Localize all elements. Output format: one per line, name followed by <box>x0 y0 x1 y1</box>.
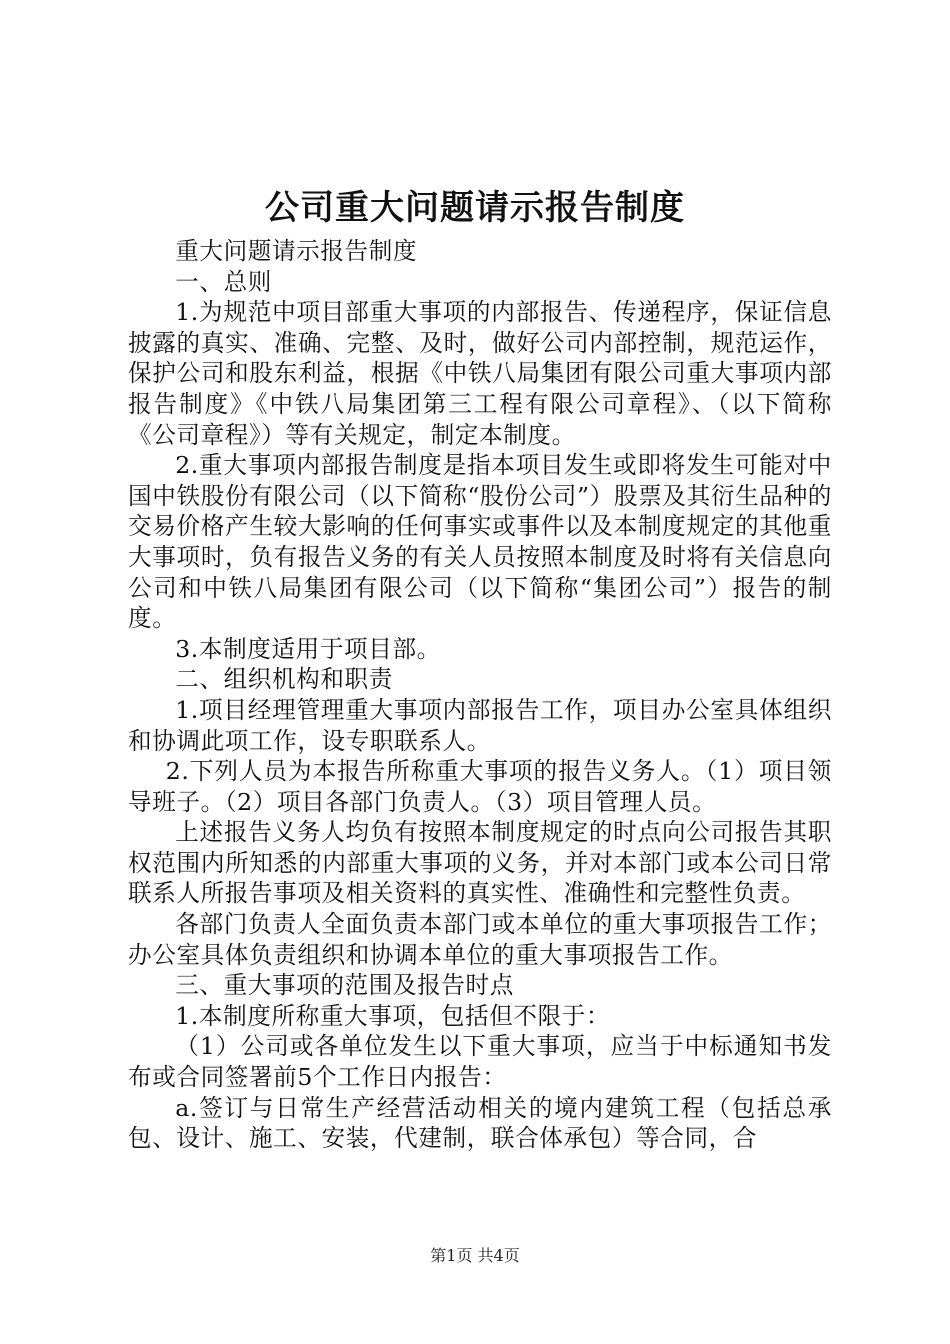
paragraph: 各部门负责人全面负责本部门或本单位的重大事项报告工作；办公室具体负责组织和协调本单位的重大事项报告工作。 <box>128 910 832 969</box>
paragraph: 2.下列人员为本报告所称重大事项的报告义务人。（1）项目领导班子。（2）项目各部门负责人。（3）项目管理人员。 <box>128 757 832 816</box>
paragraph: 3.本制度适用于项目部。 <box>175 634 441 663</box>
paragraph: 2.重大事项内部报告制度是指本项目发生或即将发生可能对中国中铁股份有限公司（以下简称“股份公司”）股票及其衍生品种的交易价格产生较大影响的任何事实或事件以及本制度规定的其他重大事项时，负有报告义务的有关人员按照本制度及时将有关信息向公司和中铁八局集团有限公司（以下简称“集团公司”）报告的制度。 <box>128 451 832 633</box>
paragraph: a.签订与日常生产经营活动相关的境内建筑工程（包括总承包、设计、施工、安装，代建制，联合体承包）等合同，合 <box>128 1093 832 1153</box>
paragraph: 上述报告义务人均负有按照本制度规定的时点向公司报告其职权范围内所知悉的内部重大事项的义务，并对本部门或本公司日常联系人所报告事项及相关资料的真实性、准确性和完整性负责。 <box>128 818 832 908</box>
section-heading-scope: 三、重大事项的范围及报告时点 <box>175 971 514 1000</box>
paragraph: 1.本制度所称重大事项，包括但不限于： <box>175 1001 611 1030</box>
paragraph: （1）公司或各单位发生以下重大事项，应当于中标通知书发布或合同签署前5个工作日内报告： <box>128 1032 832 1092</box>
paragraph: 1.为规范中项目部重大事项的内部报告、传递程序，保证信息披露的真实、准确、完整、及时，做好公司内部控制，规范运作，保护公司和股东利益，根据《中铁八局集团有限公司重大事项内部报告制度》《中铁八局集团第三工程有限公司章程》、（以下简称《公司章程》）等有关规定，制定本制度。 <box>128 298 832 449</box>
paragraph: 1.项目经理管理重大事项内部报告工作，项目办公室具体组织和协调此项工作，设专职联系人。 <box>128 695 832 755</box>
document-title: 公司重大问题请示报告制度 <box>265 188 685 228</box>
section-heading-general: 一、总则 <box>175 267 272 296</box>
section-heading-organization: 二、组织机构和职责 <box>175 665 393 694</box>
document-body <box>128 236 832 1154</box>
paragraph-subtitle: 重大问题请示报告制度 <box>175 237 418 265</box>
page-number: 第1页 共4页 <box>430 1246 520 1265</box>
